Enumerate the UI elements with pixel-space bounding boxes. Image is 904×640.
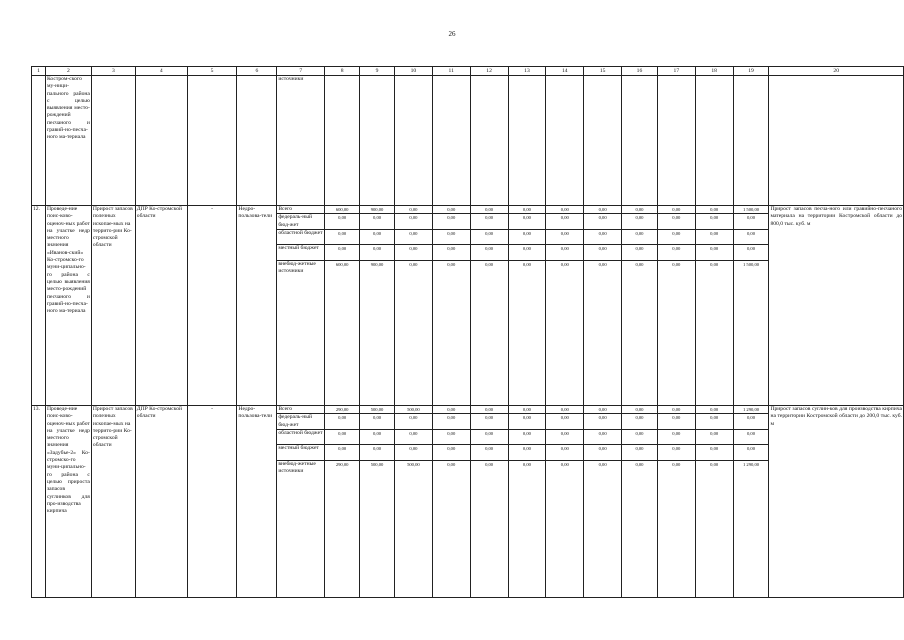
amount-value: 0,00 xyxy=(598,262,607,268)
amount-value: 0,00 xyxy=(447,462,456,468)
amount-value: 0,00 xyxy=(546,230,583,246)
value-cell-col-13 xyxy=(508,206,546,406)
amount-value: 0,00 xyxy=(433,206,470,214)
amount-value: 0,00 xyxy=(360,414,394,430)
amount-value: 0,00 xyxy=(696,206,733,214)
amount-value: 0,00 xyxy=(522,462,531,468)
amount-value: 0,00 xyxy=(433,414,470,430)
amount-value: 0,00 xyxy=(635,262,644,268)
amount-value: 0,00 xyxy=(509,214,546,230)
amount-value: 0,00 xyxy=(560,262,569,268)
header-row xyxy=(32,67,904,76)
amount-value: 0,00 xyxy=(734,430,769,446)
header-cell-5: 5 xyxy=(187,67,237,76)
funding-source: местный бюджет xyxy=(277,245,324,261)
row-number: 12. xyxy=(32,206,46,406)
amount-value: 0,00 xyxy=(433,445,470,461)
header-cell-11: 11 xyxy=(432,67,470,76)
amount-value: 0,00 xyxy=(658,406,695,414)
amount-value: 0,00 xyxy=(622,230,657,246)
header-cell-20: 20 xyxy=(769,67,904,76)
funding-source: Всего xyxy=(277,206,324,214)
amount-value: 0,00 xyxy=(360,214,394,230)
value-cell-col-19 xyxy=(733,406,769,598)
amount-value: 0,00 xyxy=(584,406,621,414)
amount-value: 0,00 xyxy=(395,206,432,214)
amount-value: 500,00 xyxy=(360,406,394,414)
amount-value: 0,00 xyxy=(471,430,508,446)
amount-value: 0,00 xyxy=(696,245,733,261)
amount-value: 0,00 xyxy=(598,462,607,468)
amount-value: 0,00 xyxy=(360,230,394,246)
value-cell-col-8 xyxy=(325,206,360,406)
expected-result: Прирост запасов полезных ископае-мых на террито-рии Ко-стромской области xyxy=(91,206,135,406)
amount-value: 500,00 xyxy=(370,462,384,468)
amount-value: 0,00 xyxy=(584,214,621,230)
value-cell-col-17 xyxy=(657,206,695,406)
amount-value: 0,00 xyxy=(325,214,359,230)
value-cell-col-16 xyxy=(622,406,658,598)
amount-value: 0,00 xyxy=(325,230,359,246)
amount-value: 0,00 xyxy=(471,230,508,246)
header-cell-17: 17 xyxy=(657,67,695,76)
amount-value: 500,00 xyxy=(395,406,432,414)
header-cell-6: 6 xyxy=(237,67,277,76)
amount-value: 0,00 xyxy=(696,406,733,414)
amount-value: 0,00 xyxy=(584,430,621,446)
value-cell-col-12 xyxy=(470,406,508,598)
funding-source: областной бюджет xyxy=(277,430,324,446)
amount-value: 0,00 xyxy=(658,230,695,246)
amount-value: 0,00 xyxy=(471,406,508,414)
value-cell-col-12 xyxy=(470,206,508,406)
amount-value: 0,00 xyxy=(395,245,432,261)
funding-source: федераль-ный бюд-жет xyxy=(277,414,324,430)
amount-value: 0,00 xyxy=(658,245,695,261)
header-cell-7: 7 xyxy=(277,67,325,76)
amount-value: 0,00 xyxy=(509,445,546,461)
col-5: - xyxy=(187,406,237,598)
value-cell-col-10 xyxy=(394,206,432,406)
amount-value: 0,00 xyxy=(433,214,470,230)
header-cell-16: 16 xyxy=(622,67,658,76)
amount-value: 0,00 xyxy=(395,230,432,246)
amount-value: 0,00 xyxy=(622,214,657,230)
header-cell-8: 8 xyxy=(325,67,360,76)
amount-value: 0,00 xyxy=(509,245,546,261)
value-cell-col-18 xyxy=(695,406,733,598)
amount-value: 0,00 xyxy=(696,214,733,230)
amount-value: 1 500,00 xyxy=(742,262,760,268)
value-cell-col-17 xyxy=(657,406,695,598)
value-cell-col-13 xyxy=(508,406,546,598)
executor: ДПР Ко-стромской области xyxy=(135,206,187,406)
amount-value: 0,00 xyxy=(485,462,494,468)
amount-value: 0,00 xyxy=(360,445,394,461)
value-cell-col-15 xyxy=(584,406,622,598)
value-cell-col-8 xyxy=(325,406,360,598)
amount-value: 0,00 xyxy=(509,230,546,246)
value-cell-col-14 xyxy=(546,206,584,406)
amount-value: 0,00 xyxy=(471,414,508,430)
amount-value: 0,00 xyxy=(696,230,733,246)
header-cell-13: 13 xyxy=(508,67,546,76)
value-cell-col-16 xyxy=(622,206,658,406)
amount-value: 0,00 xyxy=(635,462,644,468)
expected-result: Прирост запасов полезных ископае-мых на террито-рии Ко-стромской области xyxy=(91,406,135,598)
amount-value: 0,00 xyxy=(734,245,769,261)
amount-value: 290,00 xyxy=(335,462,349,468)
amount-value: 0,00 xyxy=(325,445,359,461)
header-cell-1: 1 xyxy=(32,67,46,76)
amount-value: 0,00 xyxy=(622,430,657,446)
amount-value: 0,00 xyxy=(658,414,695,430)
participants: Недро-пользова-тели xyxy=(237,206,277,406)
participants: Недро-пользова-тели xyxy=(237,406,277,598)
value-cell-col-15 xyxy=(584,206,622,406)
value-cell-col-19 xyxy=(733,206,769,406)
page-number: 26 xyxy=(448,30,456,38)
amount-value: 0,00 xyxy=(509,206,546,214)
amount-value: 0,00 xyxy=(471,214,508,230)
value-cell-col-9 xyxy=(360,206,395,406)
amount-value: 900,00 xyxy=(370,262,384,268)
amount-value: 0,00 xyxy=(433,430,470,446)
amount-value: 0,00 xyxy=(696,414,733,430)
executor: ДПР Ко-стромской области xyxy=(135,406,187,598)
header-cell-9: 9 xyxy=(360,67,395,76)
amount-value: 0,00 xyxy=(658,445,695,461)
amount-value: 0,00 xyxy=(622,206,657,214)
funding-source: местный бюджет xyxy=(277,445,324,461)
header-cell-18: 18 xyxy=(695,67,733,76)
value-cell-col-18 xyxy=(695,206,733,406)
amount-value: 0,00 xyxy=(710,262,719,268)
activity-name: Проведе-ние поис-ково-оценоч-ных работ на участке недр местного значения «Задубье-2» Ко-стромско-го муни-ципально-го района с целью прироста запасов суглинков для про-изводства кирпича xyxy=(45,406,91,598)
amount-value: 0,00 xyxy=(658,430,695,446)
amount-value: 0,00 xyxy=(658,214,695,230)
value-cell-col-9 xyxy=(360,406,395,598)
amount-value: 0,00 xyxy=(622,414,657,430)
amount-value: 0,00 xyxy=(546,245,583,261)
amount-value: 0,00 xyxy=(584,445,621,461)
amount-value: 0,00 xyxy=(584,230,621,246)
amount-value: 0,00 xyxy=(622,245,657,261)
amount-value: 0,00 xyxy=(433,406,470,414)
value-cell-col-14 xyxy=(546,406,584,598)
amount-value: 0,00 xyxy=(658,206,695,214)
amount-value: 600,00 xyxy=(325,206,359,214)
amount-value: 0,00 xyxy=(325,245,359,261)
amount-value: 0,00 xyxy=(471,245,508,261)
amount-value: 290,00 xyxy=(325,406,359,414)
amount-value: 0,00 xyxy=(409,262,418,268)
table-row xyxy=(32,406,904,598)
amount-value: 0,00 xyxy=(509,430,546,446)
target-indicator: Прирост запасов песча-ного или гравийно-песчаного материала на территории Костромской области до 800,0 тыс. куб. м xyxy=(769,206,904,406)
amount-value: 0,00 xyxy=(522,262,531,268)
col-5: - xyxy=(187,206,237,406)
amount-value: 0,00 xyxy=(325,430,359,446)
amount-value: 0,00 xyxy=(471,445,508,461)
amount-value: 0,00 xyxy=(734,214,769,230)
amount-value: 0,00 xyxy=(696,430,733,446)
amount-value: 0,00 xyxy=(395,445,432,461)
amount-value: 0,00 xyxy=(433,245,470,261)
amount-value: 0,00 xyxy=(546,206,583,214)
amount-value: 1 290,00 xyxy=(734,406,769,414)
amount-value: 1 290,00 xyxy=(742,462,760,468)
amount-value: 500,00 xyxy=(407,462,420,468)
amount-value: 0,00 xyxy=(360,245,394,261)
amount-value: 600,00 xyxy=(335,262,349,268)
amount-value: 0,00 xyxy=(710,462,719,468)
header-cell-2: 2 xyxy=(45,67,91,76)
amount-value: 0,00 xyxy=(584,245,621,261)
amount-value: 0,00 xyxy=(622,445,657,461)
header-cell-15: 15 xyxy=(584,67,622,76)
amount-value: 0,00 xyxy=(734,445,769,461)
value-cell-col-11 xyxy=(432,206,470,406)
row-number: 13. xyxy=(32,406,46,598)
amount-value: 0,00 xyxy=(471,206,508,214)
value-cell-col-10 xyxy=(394,406,432,598)
header-cell-14: 14 xyxy=(546,67,584,76)
amount-value: 0,00 xyxy=(622,406,657,414)
amount-value: 0,00 xyxy=(584,414,621,430)
header-cell-10: 10 xyxy=(394,67,432,76)
amount-value: 0,00 xyxy=(560,462,569,468)
amount-value: 0,00 xyxy=(734,230,769,246)
activity-name: Проведе-ние поис-ково-оценоч-ных работ на участке недр местного значения «Иванов-ский» Ко-стромско-го муни-ципально-го района с целью выявления место-рождений песчаного и гравий-но-песча-ного ма-териала xyxy=(45,206,91,406)
funding-sources xyxy=(277,406,325,598)
funding-source: областной бюджет xyxy=(277,230,324,246)
amount-value: 0,00 xyxy=(546,414,583,430)
program-table xyxy=(31,66,904,598)
funding-source: внебюд-жетные источники xyxy=(278,461,316,475)
target-indicator: Прирост запасов суглин-ков для производства кирпича на территории Костромской области до 200,0 тыс. куб. м xyxy=(769,406,904,598)
amount-value: 0,00 xyxy=(509,414,546,430)
cont-cell-1 xyxy=(32,76,46,206)
amount-value: 0,00 xyxy=(672,262,681,268)
funding-source: внебюд-жетные источники xyxy=(278,261,316,275)
funding-sources xyxy=(277,206,325,406)
amount-value: 0,00 xyxy=(395,214,432,230)
amount-value: 0,00 xyxy=(395,430,432,446)
amount-value: 0,00 xyxy=(447,262,456,268)
amount-value: 0,00 xyxy=(546,445,583,461)
amount-value: 0,00 xyxy=(509,406,546,414)
amount-value: 0,00 xyxy=(734,414,769,430)
amount-value: 1 500,00 xyxy=(734,206,769,214)
continuation-row xyxy=(32,76,904,206)
header-cell-12: 12 xyxy=(470,67,508,76)
cont-source-cell: источники xyxy=(277,76,325,206)
cont-name-cell: Костром-ского му-ници-пального района с целью выявления место-рождений песчаного и гравий-но-песча-ного ма-териала xyxy=(45,76,91,206)
header-cell-19: 19 xyxy=(733,67,769,76)
amount-value: 900,00 xyxy=(360,206,394,214)
funding-source: федераль-ный бюд-жет xyxy=(277,214,324,230)
amount-value: 0,00 xyxy=(395,414,432,430)
funding-source: Всего xyxy=(277,406,324,414)
amount-value: 0,00 xyxy=(696,445,733,461)
value-cell-col-11 xyxy=(432,406,470,598)
header-cell-4: 4 xyxy=(135,67,187,76)
amount-value: 0,00 xyxy=(584,206,621,214)
amount-value: 0,00 xyxy=(546,214,583,230)
amount-value: 0,00 xyxy=(485,262,494,268)
amount-value: 0,00 xyxy=(672,462,681,468)
amount-value: 0,00 xyxy=(325,414,359,430)
amount-value: 0,00 xyxy=(546,406,583,414)
amount-value: 0,00 xyxy=(433,230,470,246)
amount-value: 0,00 xyxy=(546,430,583,446)
amount-value: 0,00 xyxy=(360,430,394,446)
table-row xyxy=(32,206,904,406)
header-cell-3: 3 xyxy=(91,67,135,76)
